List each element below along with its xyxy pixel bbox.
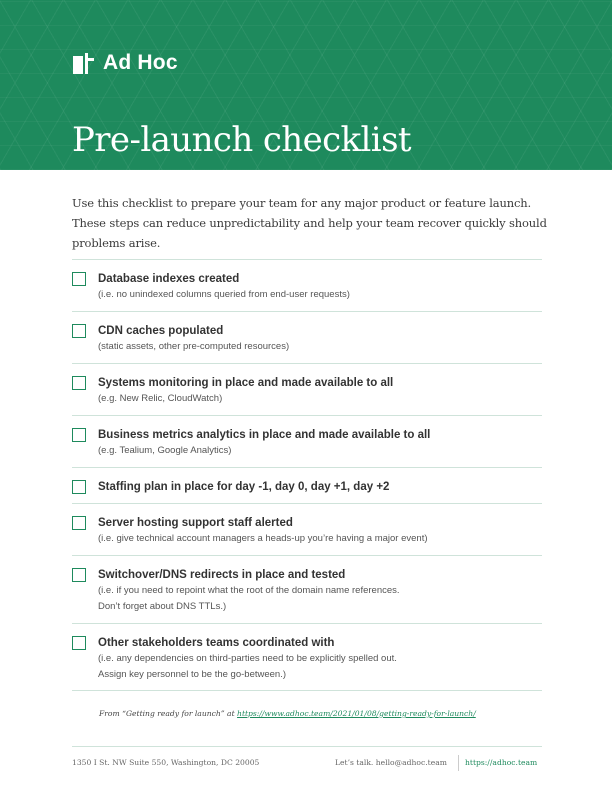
source-citation	[99, 708, 476, 720]
empty-checkbox-icon[interactable]	[72, 636, 86, 650]
checklist-item-title: Systems monitoring in place and made available to all	[98, 377, 394, 389]
checklist-item-detail: (i.e. give technical account managers a heads-up you’re having a major event)	[98, 533, 428, 544]
intro-line: These steps can reduce unpredictability and help your team recover quickly should	[72, 216, 547, 230]
checklist-item-detail: Assign key personnel to be the go-between.)	[98, 669, 287, 680]
checklist-item-stakeholders	[72, 623, 542, 691]
source-prefix: From “Getting ready for launch” at	[99, 709, 238, 718]
checklist-item-title: Other stakeholders teams coordinated with	[98, 637, 335, 649]
checklist-item-title: Staffing plan in place for day -1, day 0, day +1, day +2	[98, 481, 390, 493]
footer-divider-line	[72, 746, 542, 747]
checklist-item-detail: (i.e. any dependencies on third-parties need to be explicitly spelled out.	[98, 653, 397, 664]
ad-hoc-logo-icon	[73, 53, 94, 74]
header-banner	[0, 0, 612, 170]
source-link[interactable]: https://www.adhoc.team/2021/01/08/getting-ready-for-launch/	[237, 709, 476, 718]
checklist-item-text	[98, 323, 538, 355]
intro-line: problems arise.	[72, 236, 161, 250]
empty-checkbox-icon[interactable]	[72, 324, 86, 338]
empty-checkbox-icon[interactable]	[72, 480, 86, 494]
footer-address: 1350 I St. NW Suite 550, Washington, DC 20005	[72, 758, 260, 767]
checklist-item-business-metrics	[72, 415, 542, 467]
checklist-item-text	[98, 567, 538, 615]
checklist-item-text	[98, 427, 538, 459]
checklist-item-text	[98, 515, 538, 547]
checklist-item-cdn-caches	[72, 311, 542, 363]
checklist-item-text	[98, 635, 538, 683]
checklist	[72, 259, 542, 691]
checklist-item-server-hosting	[72, 503, 542, 555]
checklist-item-title: Database indexes created	[98, 273, 240, 285]
checklist-item-staffing-plan	[72, 467, 542, 503]
checklist-item-detail: (static assets, other pre-computed resources)	[98, 341, 290, 352]
checklist-item-text	[98, 479, 538, 495]
checklist-item-switchover-dns	[72, 555, 542, 623]
footer-separator	[458, 755, 459, 771]
empty-checkbox-icon[interactable]	[72, 516, 86, 530]
checklist-item-title: CDN caches populated	[98, 325, 224, 337]
empty-checkbox-icon[interactable]	[72, 376, 86, 390]
checklist-item-title: Switchover/DNS redirects in place and tested	[98, 569, 346, 581]
checklist-item-detail: (e.g. New Relic, CloudWatch)	[98, 393, 223, 404]
footer-contact[interactable]: Let’s talk. hello@adhoc.team	[335, 758, 447, 767]
checklist-item-detail: Don’t forget about DNS TTLs.)	[98, 601, 227, 612]
checklist-item-detail: (e.g. Tealium, Google Analytics)	[98, 445, 232, 456]
checklist-item-title: Server hosting support staff alerted	[98, 517, 293, 529]
empty-checkbox-icon[interactable]	[72, 272, 86, 286]
page-title: Pre-launch checklist	[72, 120, 411, 160]
checklist-item-text	[98, 375, 538, 407]
empty-checkbox-icon[interactable]	[72, 568, 86, 582]
footer-website-link[interactable]: https://adhoc.team	[465, 758, 538, 767]
checklist-item-database-indexes	[72, 259, 542, 311]
checklist-item-text	[98, 271, 538, 303]
intro-paragraph	[72, 193, 547, 253]
empty-checkbox-icon[interactable]	[72, 428, 86, 442]
checklist-item-systems-monitoring	[72, 363, 542, 415]
intro-line: Use this checklist to prepare your team for any major product or feature launch.	[72, 196, 532, 210]
checklist-item-title: Business metrics analytics in place and made available to all	[98, 429, 431, 441]
checklist-item-detail: (i.e. if you need to repoint what the root of the domain name references.	[98, 585, 400, 596]
checklist-item-detail: (i.e. no unindexed columns queried from end-user requests)	[98, 289, 350, 300]
brand-name: Ad Hoc	[103, 51, 178, 74]
brand-logo[interactable]	[73, 51, 178, 75]
